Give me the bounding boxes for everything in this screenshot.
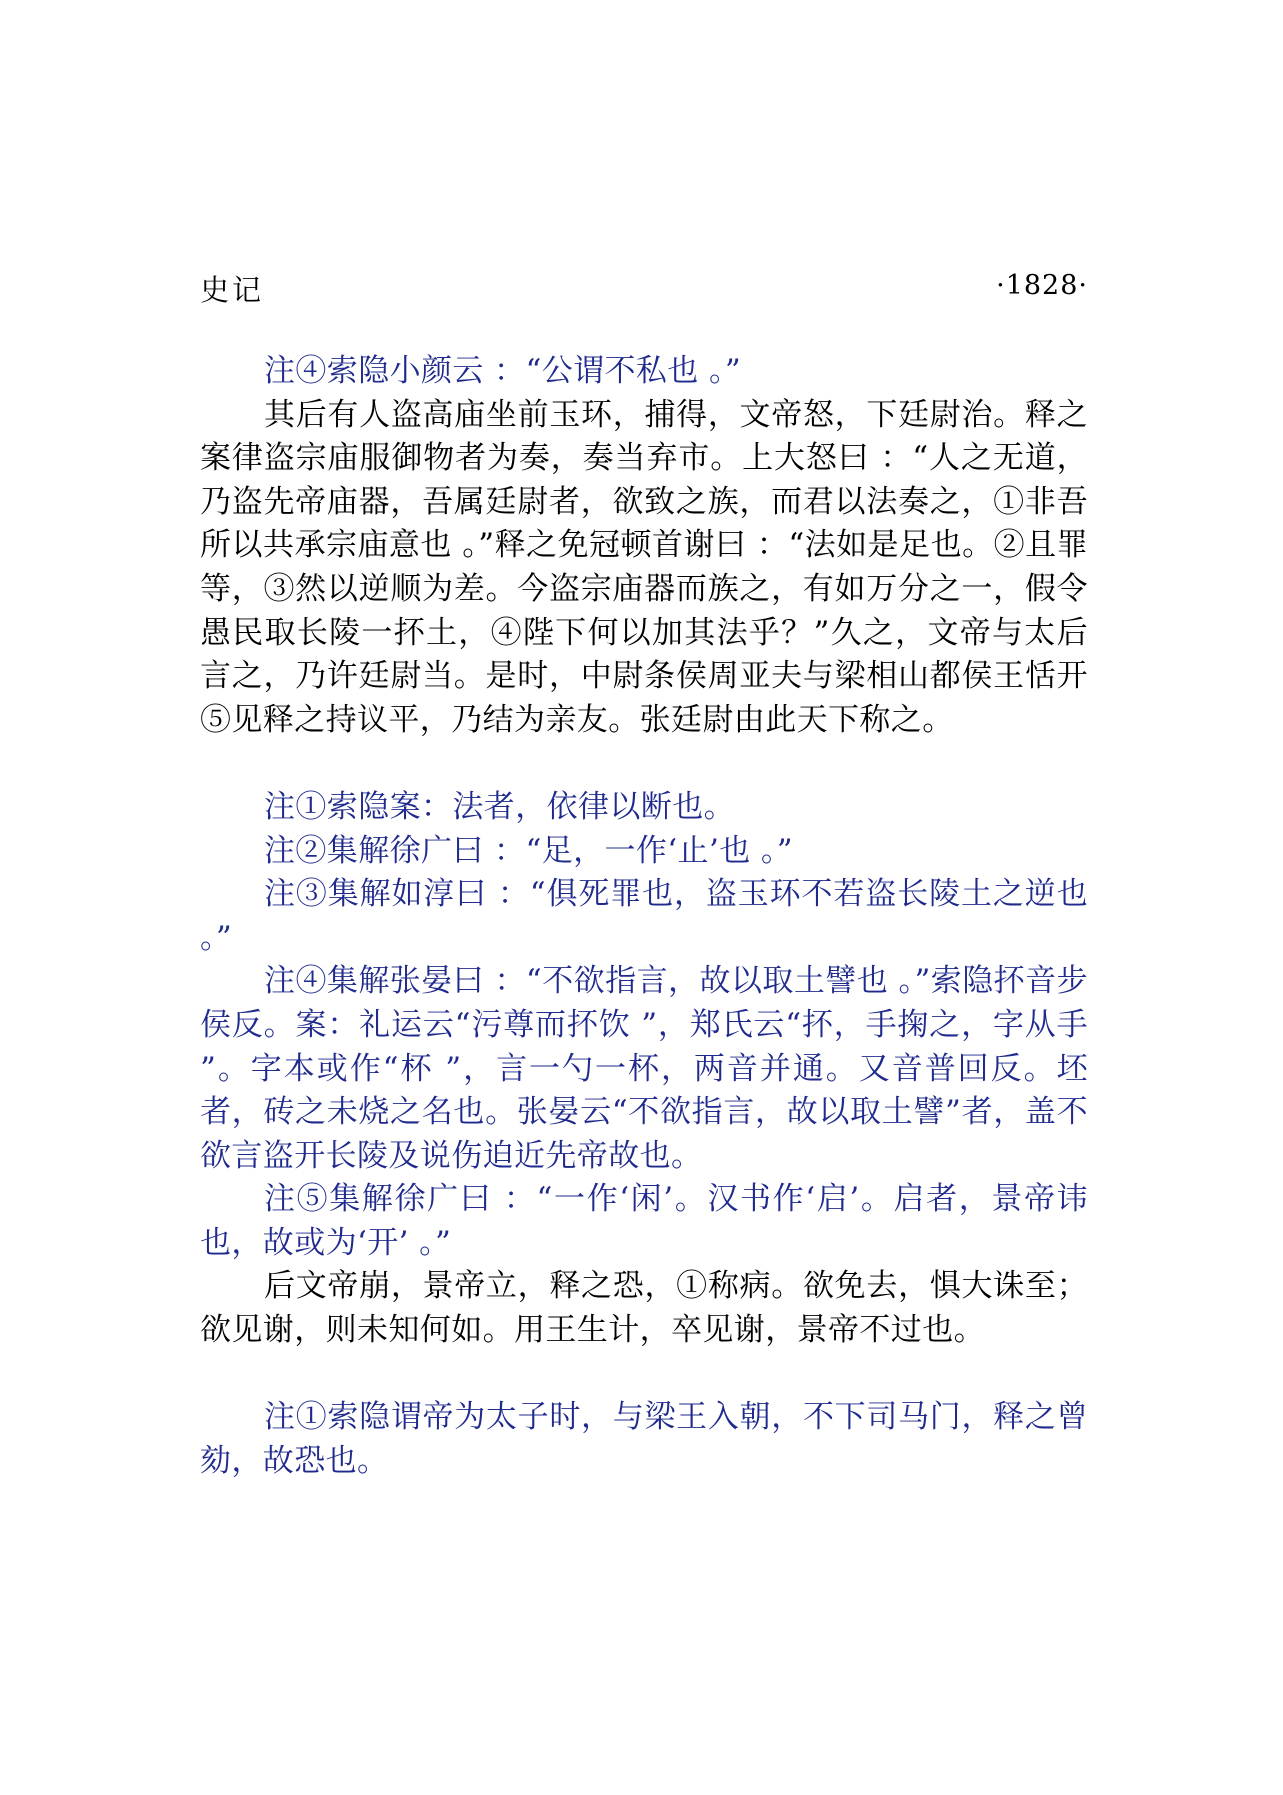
annotation-paragraph: 注①索隐谓帝为太子时，与梁王入朝，不下司马门，释之曾劾，故恐也。 [200,1399,1088,1479]
paragraph-gap [200,742,1088,786]
annotation-paragraph: 注⑤集解徐广曰 ：“一作‘闲’。汉书作‘启’。启者，景帝讳也，故或为‘开’ 。” [200,1181,1088,1261]
main-text-paragraph: 其后有人盗高庙坐前玉环，捕得，文帝怒，下廷尉治。释之案律盗宗庙服御物者为奏，奏当弃市。上大怒曰 ：“人之无道，乃盗先帝庙器，吾属廷尉者，欲致之族，而君以法奏之，①非吾所以共承宗庙意也 。”释之免冠顿首谢曰 ：“法如是足也。②且罪等，③然以逆顺为差。今盗宗庙器而族之，有如万分之一，假令愚民取长陵一抔土，④陛下何以加其法乎？”久之，文帝与太后言之，乃许廷尉当。是时，中尉条侯周亚夫与梁相山都侯王恬开⑤见释之持议平，乃结为亲友。张廷尉由此天下称之。 [200,396,1088,738]
annotation-paragraph: 注②集解徐广曰 ：“足，一作‘止’也 。” [264,832,794,869]
annotation-paragraph: 注①索隐案：法者，依律以断也。 [264,788,735,825]
page-body [200,350,1099,1483]
page-header [200,268,1088,308]
annotation-paragraph: 注④集解张晏曰 ：“不欲指言，故以取土譬也 。”索隐抔音步侯反。案：礼运云“污尊而抔饮 ”，郑氏云“抔，手掬之，字从手 ”。字本或作“杯 ”，言一勺一杯，两音并通。又音普回反。坯者，砖之未烧之名也。张晏云“不欲指言，故以取土譬”者，盖不欲言盗开长陵及说伤迫近先帝故也。 [200,963,1099,1174]
annotation-paragraph: 注③集解如淳曰 ：“俱死罪也，盗玉环不若盗长陵土之逆也 。” [200,876,1099,956]
annotation-paragraph: 注④索隐小颜云 ：“公谓不私也 。” [264,353,742,389]
main-text-paragraph: 后文帝崩，景帝立，释之恐，①称病。欲免去，惧大诛至；欲见谢，则未知何如。用王生计，卒见谢，景帝不过也。 [200,1268,1088,1349]
page-number: ·1828· [996,270,1088,301]
paragraph-gap [200,1353,1088,1397]
book-title: 史记 [200,273,265,307]
